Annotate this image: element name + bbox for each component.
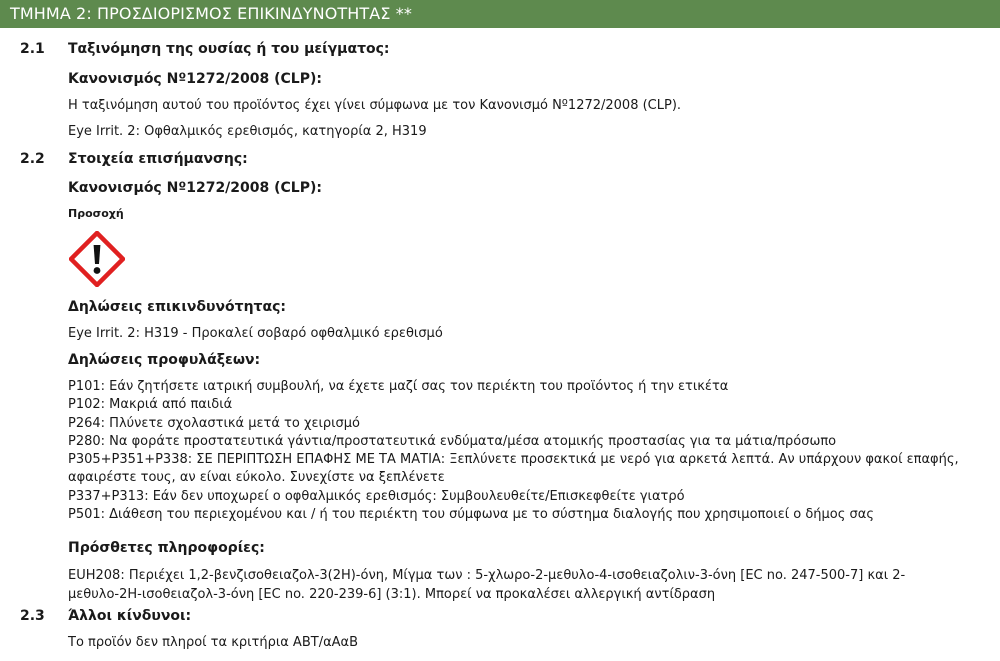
regulation-heading-2-2: Κανονισμός Nº1272/2008 (CLP): [68,180,322,196]
ghs07-exclamation-icon [69,231,125,287]
precautionary-statements-title: Δηλώσεις προφυλάξεων: [68,352,261,368]
section-title-2-2: Στοιχεία επισήμανσης: [68,151,248,167]
additional-info-title: Πρόσθετες πληροφορίες: [68,540,265,556]
classification-text: Η ταξινόμηση αυτού του προϊόντος έχει γίνει σύμφωνα με τον Κανονισμό Nº1272/2008 (CLP). [68,98,682,113]
hazard-statements-title: Δηλώσεις επικινδυνότητας: [68,299,286,315]
section-number-2-1: 2.1 [20,41,45,57]
additional-info-text: EUH208: Περιέχει 1,2-βενζισοθειαζολ-3(2H)-όνη, Μίγμα των : 5-χλωρο-2-μεθυλο-4-ισοθειαζολιν-3-όνη [EC no. 247-500-7] και 2-μεθυλο-2H-ισοθειαζολ-3-όνη [EC no. 220-239-6] (3:1). Μπορεί να προκαλέσει αλλεργική αντίδραση [68,568,906,602]
precaution-item: P280: Να φοράτε προστατευτικά γάντια/προστατευτικά ενδύματα/μέσα ατομικής προστασίας για τα μάτια/πρόσωπο [68,433,837,449]
precaution-item: P264: Πλύνετε σχολαστικά μετά το χειρισμό [68,415,361,431]
section-number-2-2: 2.2 [20,151,45,167]
precaution-item: P102: Μακριά από παιδιά [68,397,233,413]
regulation-heading-2-1: Κανονισμός Nº1272/2008 (CLP): [68,71,322,87]
precaution-item: P101: Εάν ζητήσετε ιατρική συμβουλή, να έχετε μαζί σας τον περιέκτη του προϊόντος ή την ετικέτα [68,379,729,394]
precaution-item: P305+P351+P338: ΣΕ ΠΕΡΙΠΤΩΣΗ ΕΠΑΦΗΣ ΜΕ ΤΑ ΜΑΤΙΑ: Ξεπλύνετε προσεκτικά με νερό για αρκετά λεπτά. Αν υπάρχουν φακοί επαφής, αφαιρέστε τους, αν είναι εύκολο. Συνεχίστε να ξεπλένετε [68,452,959,486]
section-number-2-3: 2.3 [20,608,45,624]
precautionary-statements-list [68,378,988,524]
hazard-statement: Eye Irrit. 2: H319 - Προκαλεί σοβαρό οφθαλμικό ερεθισμό [68,326,443,341]
section-header: ΤΜΗΜΑ 2: ΠΡΟΣΔΙΟΡΙΣΜΟΣ ΕΠΙΚΙΝΔΥΝΟΤΗΤΑΣ ** [0,0,1000,28]
precaution-item: P501: Διάθεση του περιεχομένου και / ή του περιέκτη του σύμφωνα με το σύστημα διαλογής που χρησιμοποιεί ο δήμος σας [68,507,874,523]
precaution-item: P337+P313: Εάν δεν υποχωρεί ο οφθαλμικός ερεθισμός: Συμβουλευθείτε/Επισκεφθείτε γιατρό [68,488,685,504]
signal-word: Προσοχή [68,207,124,220]
section-title-2-1: Ταξινόμηση της ουσίας ή του μείγματος: [68,41,390,57]
classification-category: Eye Irrit. 2: Οφθαλμικός ερεθισμός, κατηγορία 2, H319 [68,124,427,139]
other-hazards-text: Το προϊόν δεν πληροί τα κριτήρια ΑΒΤ/αΑαΒ [68,635,359,650]
section-title-2-3: Άλλοι κίνδυνοι: [68,608,192,624]
